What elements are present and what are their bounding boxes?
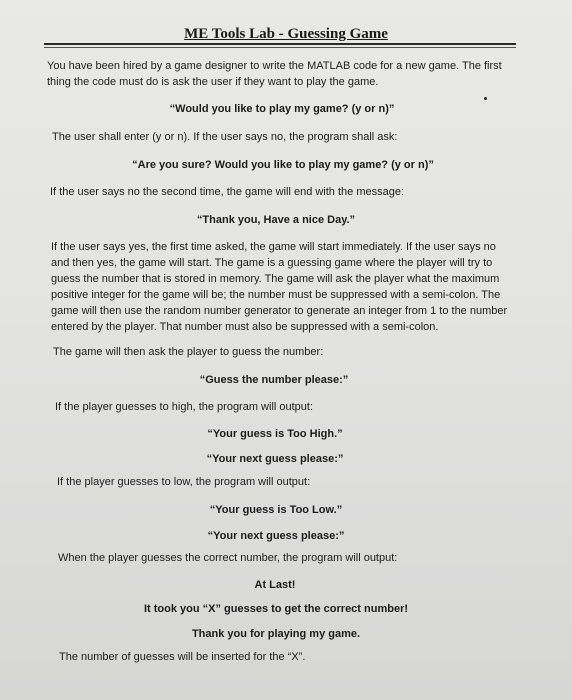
paragraph-line: If the player guesses to low, the program will output: [57,476,311,488]
instruction-message-line: “Your guess is Too High.” [207,428,343,440]
instruction-message-line: “Guess the number please:” [199,374,349,386]
paragraph-line: guess the number that is stored in memory. The game will ask the player what the maximum [51,273,500,285]
paragraph-line: If the player guesses to high, the program will output: [55,401,314,413]
title-rule-top [44,43,516,45]
paragraph-line: entered by the player. That number must also be suppressed with a semi-colon. [51,321,439,333]
paragraph-line: When the player guesses the correct number, the program will output: [58,552,398,564]
paragraph-line: If the user says no the second time, the game will end with the message: [50,186,405,198]
stray-mark [484,97,487,100]
instruction-message-line: At Last! [254,579,296,591]
paragraph-line: thing the code must do is ask the user if they want to play the game. [47,76,379,88]
document-title [0,26,572,43]
instruction-message-line: “Your next guess please:” [206,453,344,465]
instruction-message-line: “Your next guess please:” [207,530,345,542]
paragraph-line: positive integer for the game will be; the number must be suppressed with a semi-colon. The [51,289,501,301]
instruction-message-line: Thank you for playing my game. [191,628,361,640]
instruction-message-line: “Are you sure? Would you like to play my game? (y or n)” [132,159,434,171]
instruction-message-line: “Thank you, Have a nice Day.” [196,214,356,226]
paragraph-line: If the user says yes, the first time asked, the game will start immediately. If the user says no [51,241,496,253]
instruction-message-line: “Your guess is Too Low.” [209,504,343,516]
instruction-message-line: It took you “X” guesses to get the correct number! [143,603,409,615]
paragraph-line: The game will then ask the player to guess the number: [53,346,324,358]
paragraph-line: The user shall enter (y or n). If the user says no, the program shall ask: [52,131,398,143]
paragraph-line: The number of guesses will be inserted for the “X”. [59,651,306,663]
paragraph-line: game will then use the random number generator to generate an integer from 1 to the number [51,305,508,317]
document-title-text: ME Tools Lab - Guessing Game [184,26,388,42]
title-rule-bottom [44,47,516,48]
paragraph-line: You have been hired by a game designer to write the MATLAB code for a new game. The first [47,60,502,72]
paragraph-line: and then yes, the game will start. The game is a guessing game where the player will try to [51,257,493,269]
instruction-message-line: “Would you like to play my game? (y or n)” [169,103,395,115]
